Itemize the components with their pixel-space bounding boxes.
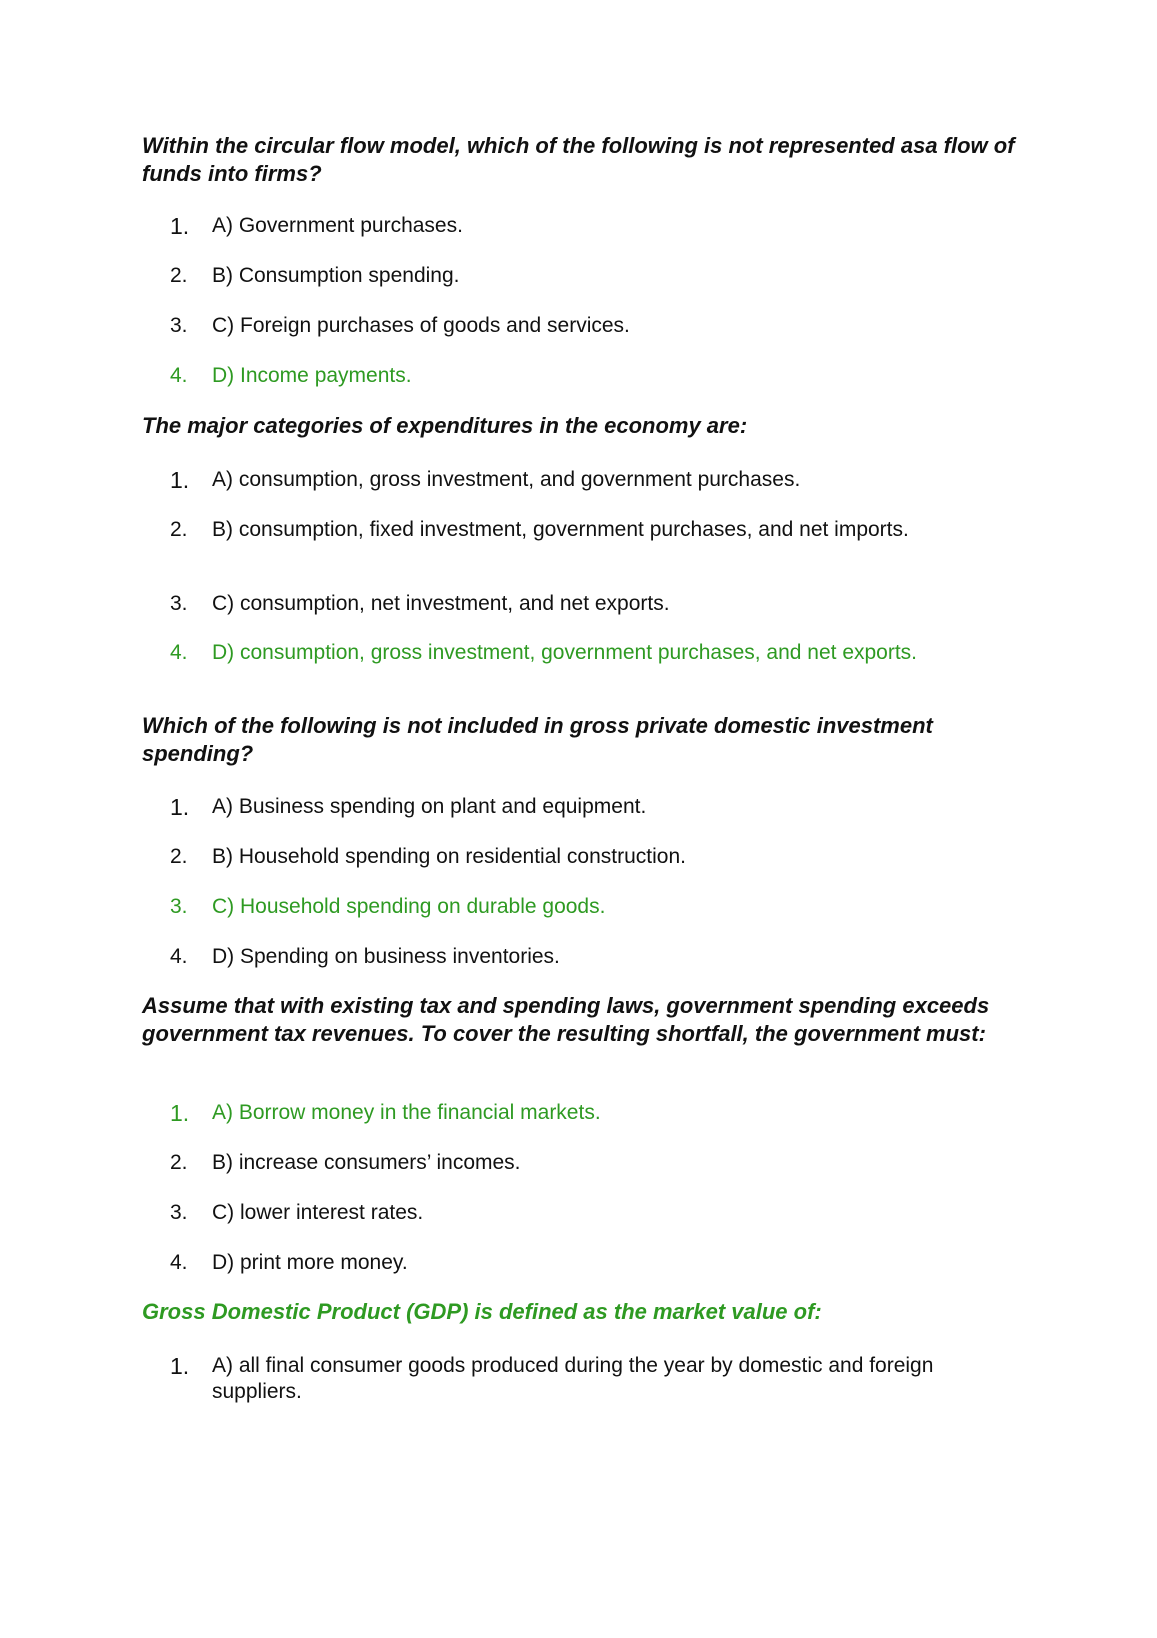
option-text: C) Foreign purchases of goods and services. [212, 314, 630, 337]
option-number: 1. [170, 213, 190, 239]
option-text: C) Household spending on durable goods. [212, 895, 606, 918]
option-text: D) Income payments. [212, 364, 412, 387]
option-number: 1. [170, 794, 190, 820]
question-3-option-d [170, 944, 960, 970]
question-4-option-b [170, 1150, 960, 1176]
option-text: D) print more money. [212, 1251, 408, 1274]
question-4-option-c [170, 1200, 960, 1226]
option-number: 1. [170, 467, 190, 493]
question-4-option-a-correct [170, 1100, 960, 1126]
option-number: 4. [170, 1251, 188, 1274]
option-text: A) Business spending on plant and equipment. [212, 795, 647, 818]
option-text: C) lower interest rates. [212, 1201, 424, 1224]
question-1-option-d-correct [170, 363, 960, 389]
option-text: B) Household spending on residential construction. [212, 845, 686, 868]
question-3-option-b [170, 844, 960, 870]
option-text: B) increase consumers’ incomes. [212, 1151, 521, 1174]
option-number: 2. [170, 1151, 188, 1174]
option-text: D) consumption, gross investment, government purchases, and net exports. [212, 641, 918, 664]
question-1-text: Within the circular flow model, which of the following is not represented asa flow of funds into firms? [142, 133, 1015, 186]
question-3-text: Which of the following is not included in gross private domestic investment spending? [142, 713, 933, 766]
option-number: 4. [170, 945, 188, 968]
option-number: 1. [170, 1100, 190, 1126]
option-text: A) all final consumer goods produced during the year by domestic and foreign suppliers. [212, 1354, 934, 1403]
option-text: C) consumption, net investment, and net exports. [212, 592, 670, 615]
question-2-text: The major categories of expenditures in the economy are: [142, 413, 748, 438]
option-text: B) consumption, fixed investment, government purchases, and net imports. [212, 518, 909, 541]
question-2-option-d-correct [170, 640, 960, 666]
question-5-option-a [170, 1353, 960, 1405]
question-2-option-b [170, 517, 960, 543]
option-number: 2. [170, 264, 188, 287]
option-number: 4. [170, 641, 188, 664]
question-3-option-a [170, 794, 960, 820]
option-number: 2. [170, 518, 188, 541]
option-number: 3. [170, 314, 188, 337]
option-number: 2. [170, 845, 188, 868]
option-text: A) consumption, gross investment, and government purchases. [212, 468, 801, 491]
question-3-option-c-correct [170, 894, 960, 920]
option-number: 3. [170, 895, 188, 918]
option-text: A) Government purchases. [212, 214, 463, 237]
question-1-option-c [170, 313, 960, 339]
option-text: A) Borrow money in the financial markets. [212, 1101, 601, 1124]
question-4-option-d [170, 1250, 960, 1276]
option-text: B) Consumption spending. [212, 264, 460, 287]
question-2-option-a [170, 467, 960, 493]
option-number: 4. [170, 364, 188, 387]
question-1-option-b [170, 263, 960, 289]
question-2-option-c [170, 591, 960, 617]
option-number: 3. [170, 1201, 188, 1224]
option-number: 3. [170, 592, 188, 615]
option-number: 1. [170, 1353, 190, 1379]
question-5-text: Gross Domestic Product (GDP) is defined as the market value of: [142, 1299, 822, 1324]
question-4-text: Assume that with existing tax and spending laws, government spending exceeds government tax revenues. To cover the resulting shortfall, the government must: [142, 993, 990, 1046]
question-1-option-a [170, 213, 960, 239]
option-text: D) Spending on business inventories. [212, 945, 560, 968]
